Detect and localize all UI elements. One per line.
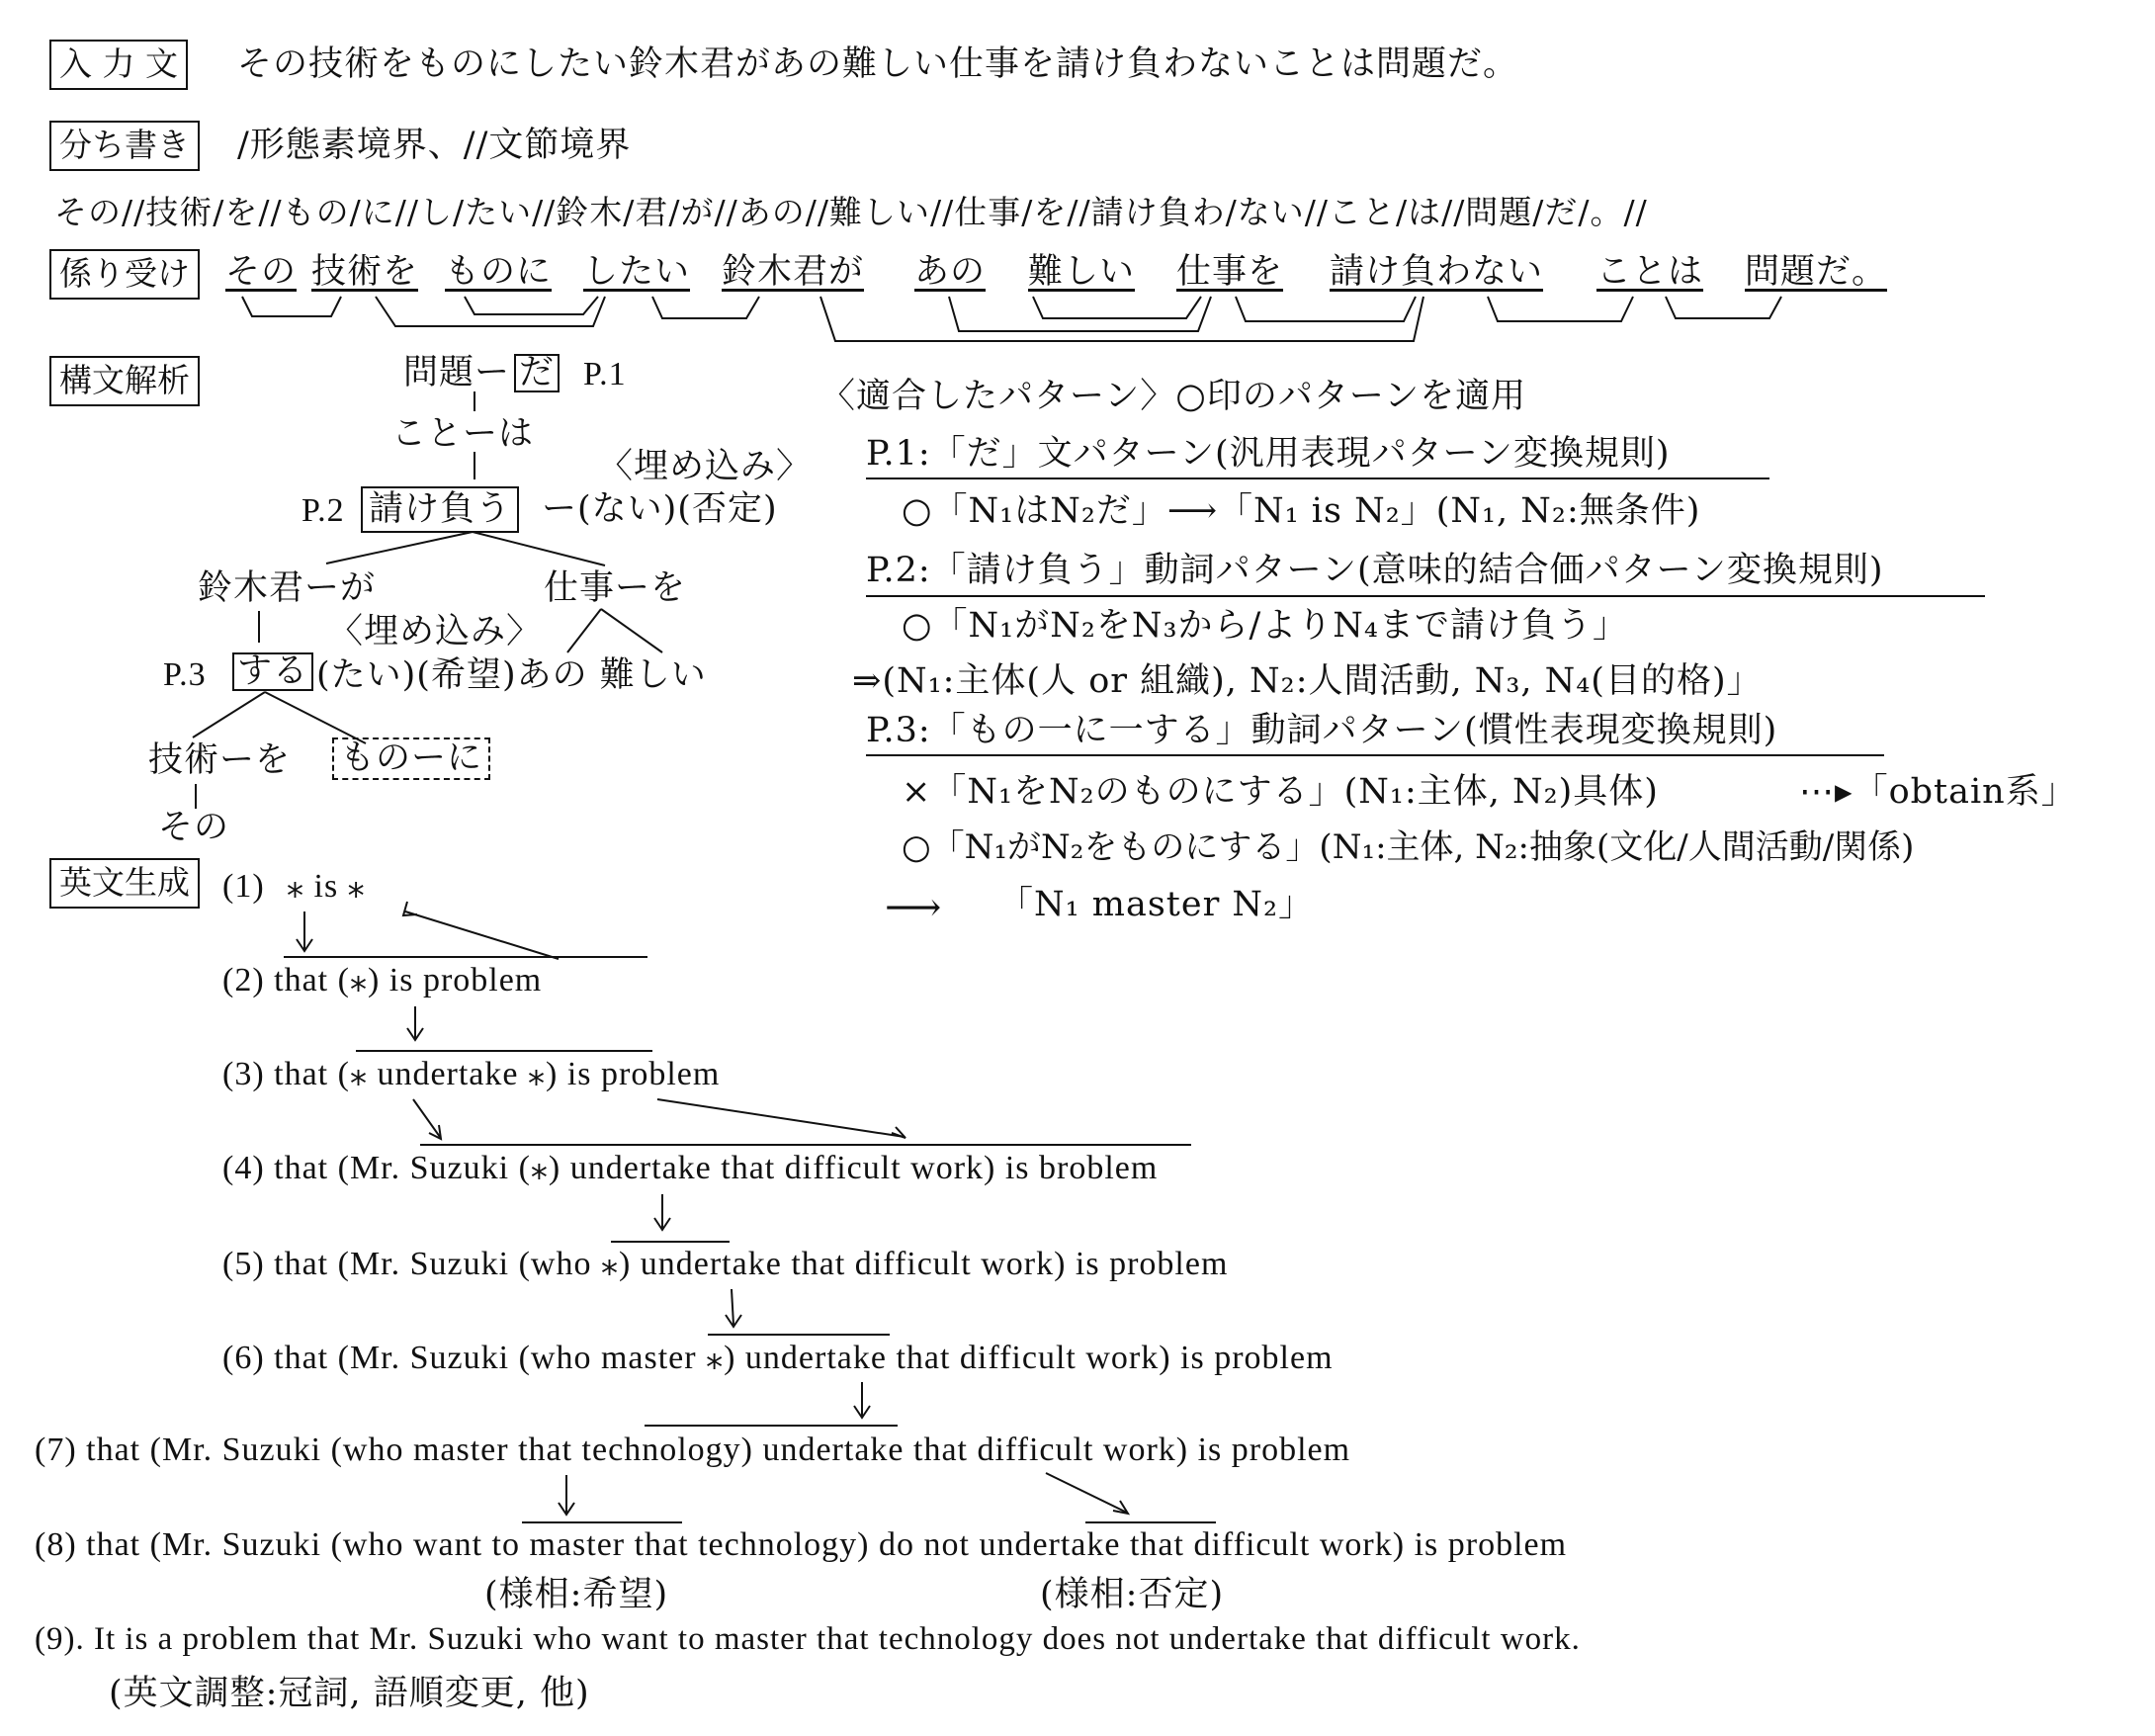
parse-label: 構文解析 bbox=[49, 356, 200, 406]
tree-p2-negation: ー(ない)(否定) bbox=[542, 489, 778, 529]
tree-mono-dashed-box: ものーに bbox=[332, 738, 490, 780]
generation-step-7: (7) that (Mr. Suzuki (who master that technology) undertake that difficult work) is problem bbox=[35, 1432, 1351, 1468]
tree-gijutsu: 技術ーを bbox=[148, 740, 292, 780]
tree-suzuki: 鈴木君ーが bbox=[198, 568, 377, 608]
segmentation-legend: /形態素境界、//文節境界 bbox=[237, 126, 632, 165]
dep-phrase: その bbox=[225, 252, 298, 292]
tree-p3-rest: (たい)(希望)あの 難しい bbox=[316, 655, 707, 695]
generation-step-8: (8) that (Mr. Suzuki (who want to master that technology) do not undertake that difficult work) is problem bbox=[35, 1526, 1568, 1563]
generation-step-2: (2) that (⁎) is problem bbox=[222, 962, 543, 998]
generation-step-4: (4) that (Mr. Suzuki (⁎) undertake that difficult work) is broblem bbox=[222, 1150, 1159, 1186]
dep-phrase: 請け負わない bbox=[1330, 252, 1544, 292]
pattern-p3-result-arrow: ⟶ bbox=[885, 885, 943, 930]
tree-embed-label: 〈埋め込み〉 bbox=[598, 447, 813, 486]
generation-step-8-note-negation: (様相:否定) bbox=[1040, 1575, 1225, 1614]
generation-step-1: ⁎ is ⁎ bbox=[287, 868, 366, 905]
pattern-p3-rule-rejected: ×「N₁をN₂のものにする」(N₁:主体, N₂)具体) bbox=[902, 772, 1659, 812]
dep-phrase: 問題だ。 bbox=[1745, 252, 1888, 292]
pattern-p3-result: 「N₁ master N₂」 bbox=[998, 885, 1315, 924]
pattern-p2-rule: ○「N₁がN₂をN₃から/よりN₄まで請け負う」 bbox=[902, 606, 1628, 646]
tree-embed-label-2: 〈埋め込み〉 bbox=[328, 612, 543, 651]
pattern-p2-title: P.2:「請け負う」動詞パターン(意味的結合価パターン変換規則) bbox=[866, 551, 1884, 590]
dep-phrase: あの bbox=[914, 252, 987, 292]
generation-label: 英文生成 bbox=[49, 858, 200, 909]
tree-shigoto: 仕事ーを bbox=[544, 568, 687, 608]
pattern-p3-rule-applied: ○「N₁がN₂をものにする」(N₁:主体, N₂:抽象(文化/人間活動/関係) bbox=[902, 827, 1915, 867]
pattern-p3-title: P.3:「もの一に一する」動詞パターン(慣性表現変換規則) bbox=[866, 711, 1778, 750]
segmentation-text: その//技術/を//もの/に//し/たい//鈴木/君/が//あの//難しい//仕事/を//請け負わ/ない//こと/は//問題/だ/。// bbox=[54, 193, 1648, 231]
generation-step-1-number: (1) bbox=[222, 868, 265, 905]
input-sentence: その技術をものにしたい鈴木君があの難しい仕事を請け負わないことは問題だ。 bbox=[237, 44, 1519, 84]
generation-step-9: (9). It is a problem that Mr. Suzuki who want to master that technology does not undertake that difficult work. bbox=[35, 1621, 1581, 1657]
dep-phrase: 難しい bbox=[1028, 252, 1136, 292]
segmentation-label: 分ち書き bbox=[49, 121, 200, 171]
pattern-p3-obtain-arrow: ⋯▸「obtain系」 bbox=[1799, 772, 2077, 812]
dep-phrase: ことは bbox=[1596, 252, 1704, 292]
pattern-p1-rule: ○「N₁はN₂だ」⟶「N₁ is N₂」(N₁, N₂:無条件) bbox=[902, 491, 1701, 531]
input-label: 入 力 文 bbox=[49, 40, 188, 90]
dep-phrase: ものに bbox=[445, 252, 553, 292]
dependency-label: 係り受け bbox=[49, 249, 200, 300]
generation-step-9-note: (英文調整:冠詞, 語順変更, 他) bbox=[109, 1674, 590, 1713]
dep-phrase: 技術を bbox=[311, 252, 419, 292]
patterns-header: 〈適合したパターン〉○印のパターンを適用 bbox=[820, 377, 1527, 416]
dep-phrase: 仕事を bbox=[1176, 252, 1284, 292]
generation-step-6: (6) that (Mr. Suzuki (who master ⁎) undertake that difficult work) is problem bbox=[222, 1340, 1334, 1376]
tree-root-noun: 問題ー bbox=[403, 353, 511, 392]
tree-p3-verb-box: する bbox=[232, 652, 313, 691]
tree-p3-label: P.3 bbox=[163, 656, 207, 693]
tree-sono: その bbox=[158, 808, 230, 847]
dep-phrase: したい bbox=[583, 252, 691, 292]
dep-phrase: 鈴木君が bbox=[722, 252, 865, 292]
tree-p2-label: P.2 bbox=[302, 492, 345, 529]
generation-step-3: (3) that (⁎ undertake ⁎) is problem bbox=[222, 1056, 721, 1092]
tree-koto: ことーは bbox=[391, 414, 535, 454]
tree-p2-verb-box: 請け負う bbox=[361, 486, 519, 533]
generation-step-8-note-wish: (様相:希望) bbox=[484, 1575, 669, 1614]
pattern-p1-title: P.1:「だ」文パターン(汎用表現パターン変換規則) bbox=[866, 434, 1671, 474]
tree-root-pattern-box: だ bbox=[514, 354, 560, 392]
pattern-p2-condition: ⇒(N₁:主体(人 or 組織), N₂:人間活動, N₃, N₄(目的格)」 bbox=[852, 661, 1763, 701]
generation-step-5: (5) that (Mr. Suzuki (who ⁎) undertake that difficult work) is problem bbox=[222, 1246, 1229, 1282]
tree-p1-label: P.1 bbox=[583, 356, 627, 392]
